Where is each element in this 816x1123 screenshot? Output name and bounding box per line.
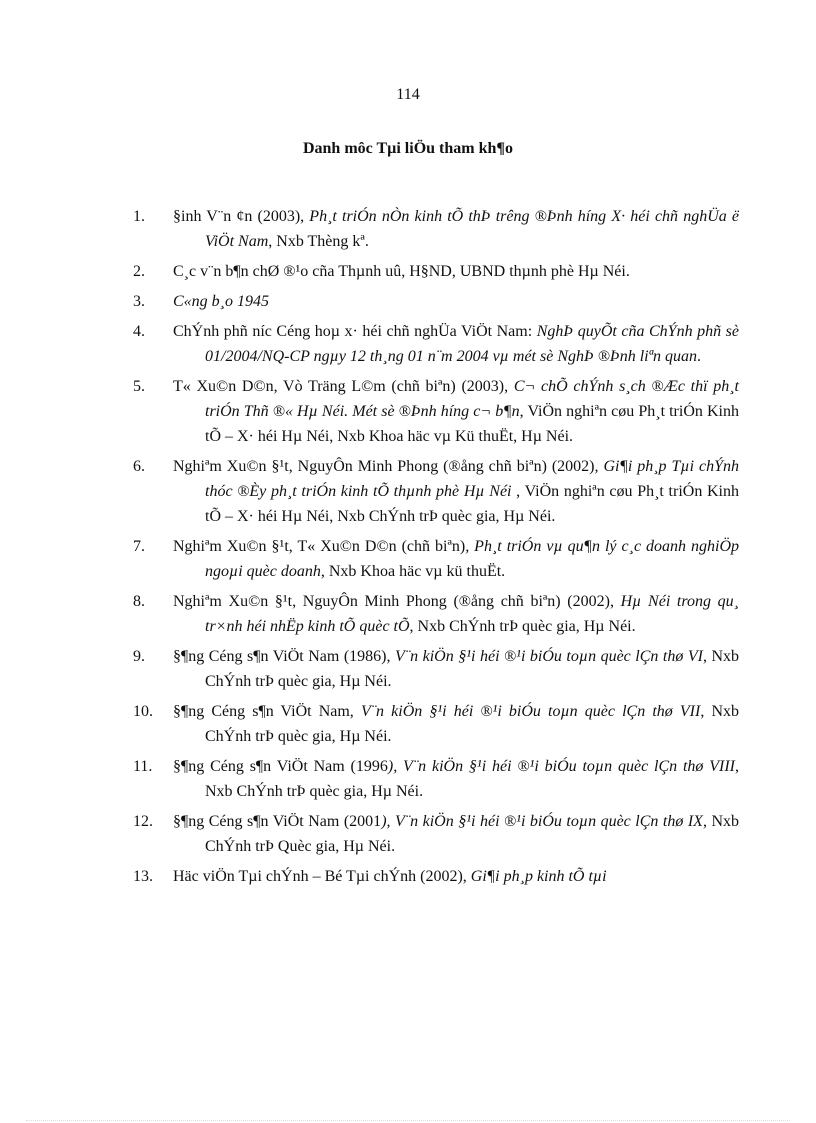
reference-item	[133, 589, 739, 639]
reference-item	[133, 699, 739, 749]
reference-item	[133, 374, 739, 449]
reference-item	[133, 864, 739, 889]
reference-title-italic: Hµ Néi trong qu¸ tr×nh héi nhËp kinh tÕ quèc tÕ	[205, 593, 739, 635]
reference-title-italic: NghÞ quyÕt cña ChÝnh phñ sè 01/2004/NQ-CP ngµy 12 th¸ng 01 n¨m 2004 vµ mét sè NghÞ ®Þnh liªn quan	[205, 323, 739, 365]
reference-text-segment: ChÝnh phñ níc Céng hoµ x· héi chñ nghÜa ViÖt Nam:	[173, 323, 537, 340]
reference-text-segment: , Nxb ChÝnh trÞ quèc gia, Hµ Néi.	[205, 648, 739, 690]
reference-title-italic: Ph¸t triÓn nÒn kinh tÕ thÞ trêng ®Þnh híng X· héi chñ nghÜa ë ViÖt Nam	[205, 208, 739, 250]
reference-title-italic: C«ng b¸o 1945	[173, 293, 269, 310]
reference-text-segment: Nghiªm Xu©n §¹t, NguyÔn Minh Phong (®ång chñ biªn) (2002),	[173, 593, 621, 610]
reference-text-segment: T« Xu©n D©n, Vò Träng L©m (chñ biªn) (2003),	[173, 378, 514, 395]
reference-text-segment: Nghiªm Xu©n §¹t, T« Xu©n D©n (chñ biªn)	[173, 538, 466, 555]
reference-title-italic: ), V¨n kiÖn §¹i héi ®¹i biÓu toµn quèc lÇn thø VIII	[387, 758, 735, 775]
reference-text	[173, 289, 739, 314]
reference-text	[173, 644, 739, 694]
reference-text	[173, 589, 739, 639]
reference-number: 5.	[133, 378, 145, 395]
reference-number: 7.	[133, 538, 145, 555]
reference-number: 6.	[133, 458, 145, 475]
reference-item	[133, 809, 739, 859]
reference-title-italic: Gi¶i ph¸p kinh tÕ tµi	[470, 868, 607, 885]
reference-item	[133, 259, 739, 284]
reference-title-italic: , Gi¶i ph¸p Tµi chÝnh thóc ®Èy ph¸t triÓn kinh tÕ thµnh phè Hµ Néi	[205, 458, 739, 500]
reference-text	[173, 454, 739, 529]
reference-text-segment: §inh V¨n ¢n (2003),	[173, 208, 310, 225]
reference-text	[173, 699, 739, 749]
reference-text-segment: C¸c v¨n b¶n chØ ®¹o cña Thµnh uû, H§ND, UBND thµnh phè Hµ Néi.	[173, 263, 630, 280]
reference-number: 2.	[133, 263, 145, 280]
page-title: Danh môc Tµi liÖu tham kh¶o	[302, 140, 514, 157]
reference-item	[133, 319, 739, 369]
reference-text-segment: , Nxb ChÝnh trÞ quèc gia, Hµ Néi.	[409, 618, 636, 635]
reference-text	[173, 534, 739, 584]
reference-number: 9.	[133, 648, 145, 665]
reference-number: 13.	[133, 868, 153, 885]
reference-item	[133, 644, 739, 694]
reference-number: 10.	[133, 703, 153, 720]
reference-title-italic: ), V¨n kiÖn §¹i héi ®¹i biÓu toµn quèc lÇn thø IX	[381, 813, 703, 830]
reference-text-segment: , Nxb ChÝnh trÞ Quèc gia, Hµ Néi.	[205, 813, 739, 855]
page-bottom-divider	[26, 1120, 790, 1121]
reference-text-segment: §¶ng Céng s¶n ViÖt Nam (1996	[173, 758, 388, 775]
reference-title-italic: V¨n kiÖn §¹i héi ®¹i biÓu toµn quèc lÇn thø VI	[395, 648, 703, 665]
reference-text	[173, 864, 739, 889]
reference-title-italic: V¨n kiÖn §¹i héi ®¹i biÓu toµn quèc lÇn thø VII	[360, 703, 701, 720]
reference-text-segment: , Nxb ChÝnh trÞ quèc gia, Hµ Néi.	[205, 703, 740, 745]
reference-item	[133, 289, 739, 314]
page-number: 114	[396, 86, 420, 103]
reference-title-italic: C¬ chÕ chÝnh s¸ch ®Æc thï ph¸t triÓn Thñ ®« Hµ Néi. Mét sè ®Þnh híng c¬ b¶n	[205, 378, 739, 420]
reference-item	[133, 534, 739, 584]
reference-text-segment: Nghiªm Xu©n §¹t, NguyÔn Minh Phong (®ång chñ biªn) (2002)	[173, 458, 595, 475]
reference-text-segment: §¶ng Céng s¶n ViÖt Nam,	[173, 703, 361, 720]
reference-number: 1.	[133, 208, 145, 225]
reference-item	[133, 204, 739, 254]
reference-title-italic: , Ph¸t triÓn vµ qu¶n lý c¸c doanh nghiÖp ngoµi quèc doanh	[205, 538, 739, 580]
reference-text-segment: , ViÖn nghiªn cøu Ph¸t triÓn Kinh tÕ – X· héi Hµ Néi, Nxb ChÝnh trÞ quèc gia, Hµ Néi.	[205, 483, 740, 525]
reference-text-segment: , Nxb Thèng kª.	[268, 233, 369, 250]
reference-text	[173, 319, 739, 369]
reference-number: 8.	[133, 593, 145, 610]
reference-item	[133, 454, 739, 529]
reference-text-segment: §¶ng Céng s¶n ViÖt Nam (2001	[173, 813, 382, 830]
reference-text-segment: §¶ng Céng s¶n ViÖt Nam (1986),	[173, 648, 396, 665]
reference-number: 11.	[133, 758, 153, 775]
reference-text	[173, 259, 739, 284]
reference-number: 3.	[133, 293, 145, 310]
reference-text	[173, 754, 739, 804]
reference-text-segment: .	[697, 348, 702, 365]
reference-text-segment: , Nxb Khoa häc vµ kü thuËt.	[320, 563, 506, 580]
reference-number: 12.	[133, 813, 153, 830]
reference-text-segment: Häc viÖn Tµi chÝnh – Bé Tµi chÝnh (2002),	[173, 868, 471, 885]
reference-item	[133, 754, 739, 804]
reference-text-segment: , Nxb ChÝnh trÞ quèc gia, Hµ Néi.	[205, 758, 739, 800]
reference-number: 4.	[133, 323, 145, 340]
reference-text	[173, 204, 739, 254]
reference-text	[173, 809, 739, 859]
reference-text-segment: , ViÖn nghiªn cøu Ph¸t triÓn Kinh tÕ – X· héi Hµ Néi, Nxb Khoa häc vµ Kü thuËt, Hµ Néi.	[205, 403, 739, 445]
reference-text	[173, 374, 739, 449]
reference-list	[133, 204, 739, 894]
